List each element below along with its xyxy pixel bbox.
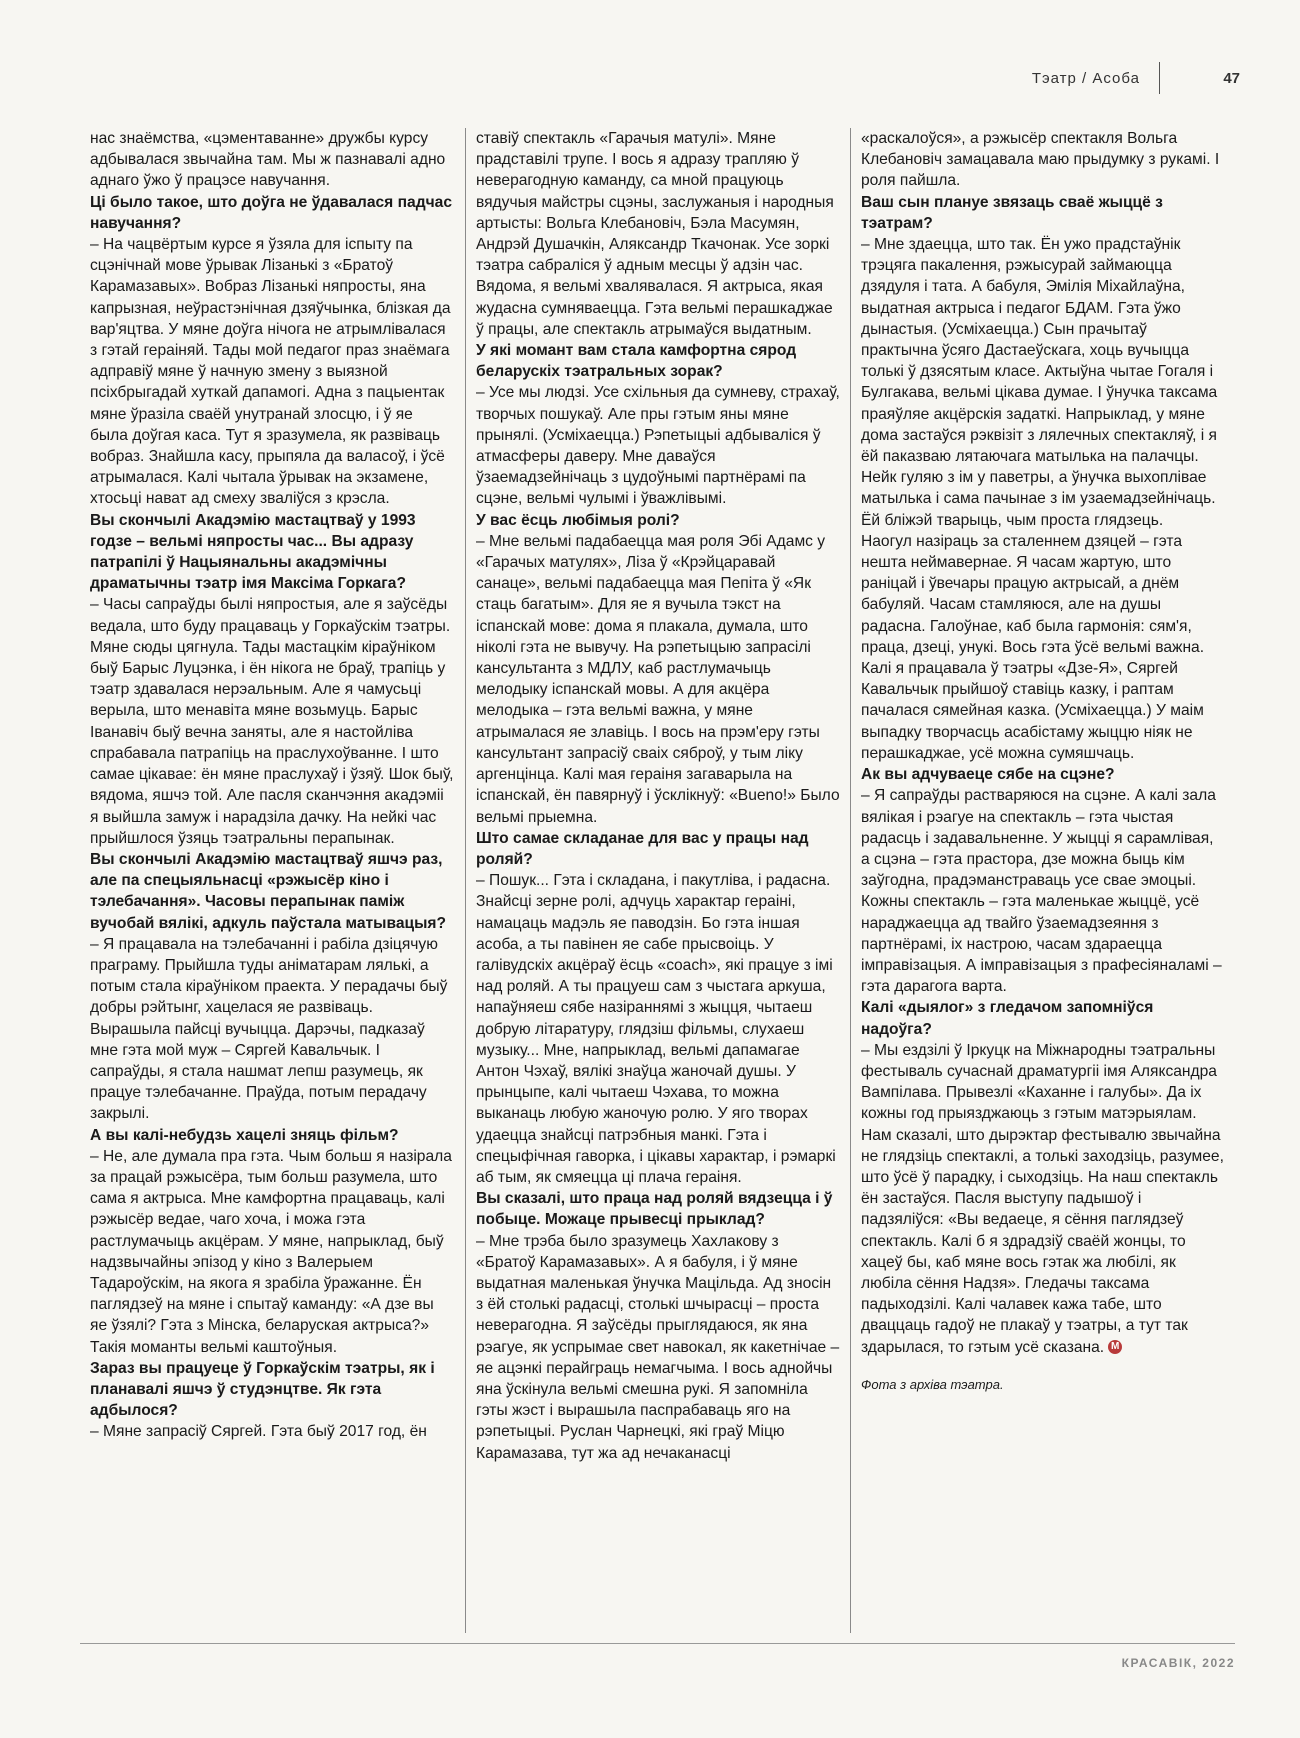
magazine-issue: КРАСАВІК, 2022 xyxy=(1121,1656,1235,1670)
interview-answer: нас знаёмства, «цэментаванне» дружбы курсу адбывалася звычайна там. Мы ж пазнавалі адно аднаго ўжо ў працэсе навучання. xyxy=(90,130,446,190)
page-header xyxy=(60,60,1240,100)
interview-question: Вы скончылі Акадэмію мастацтваў яшчэ раз, але па спецыяльнасці «рэжысёр кіно і тэлебачання». Часовы перапынак паміж вучобай вялікі, адкуль паўстала матывацыя? xyxy=(90,850,447,932)
interview-question: У які момант вам стала камфортна сярод беларускіх тэатральных зорак? xyxy=(476,342,797,381)
interview-question: Што самае складанае для вас у працы над роляй? xyxy=(476,829,809,868)
text-column-3 xyxy=(850,128,1235,1633)
text-column-2 xyxy=(465,128,850,1633)
text-column-1 xyxy=(80,128,465,1633)
interview-question: Ак вы адчуваеце сябе на сцэне? xyxy=(861,766,1115,784)
section-label: Тэатр / Асоба xyxy=(1031,70,1140,87)
interview-answer: ставіў спектакль «Гарачыя матулі». Мяне прадставілі трупе. І вось я адразу трапляю ў неверагодную каманду, са мной працуюць вядучыя майстры сцэны, заслужаныя і народныя артысты: Вольга Клебановіч, Бэла Масумян, Андрэй Душачкін, Аляксандр Ткачонак. Усе зоркі тэатра сабраліся ў адным месцы ў адзін час. Вядома, я вельмі хвалявалася. Я актрыса, якая жудасна сумняваецца. Гэта вельмі перашкаджае ў працы, але спектакль атрымаўся выдатным. xyxy=(476,130,834,338)
footer-rule xyxy=(80,1643,1235,1644)
interview-answer: – Мне трэба было зразумець Хахлакову з «Братоў Карамазавых». А я бабуля, і ў мяне выдатная маленькая ўнучка Мацільда. Ад зносін з ёй столькі радасці, столькі шчырасці – проста неверагодна. Я заўсёды прыглядаюся, як яна рэагуе, як успрымае свет навокал, як какетнічае – яе ацэнкі перайграць немагчыма. І вось аднойчы яна ўскінула вельмі смешна рукі. Я запомніла гэты жэст і вырашыла паспрабаваць яго на рэпетыцыі. Руслан Чарнецкі, які граў Міцю Карамазава, тут жа ад нечаканасці xyxy=(476,1232,840,1462)
photo-credit: Фота з архіва тэатра. xyxy=(861,1376,1004,1392)
interview-answer: – Я працавала на тэлебачанні і рабіла дзіцячую праграму. Прыйшла туды аніматарам лялькі, а потым стала кіраўніком праекта. У перадачы быў добры рэйтынг, хацелася яе развіваць. Вырашыла пайсці вучыцца. Дарэчы, падказаў мне гэта мой муж – Сяргей Кавальчык. І сапраўды, я стала нашмат лепш разумець, як працуе тэлебачанне. Праўда, потым перадачу закрылі. xyxy=(90,935,448,1123)
interview-answer: Наогул назіраць за сталеннем дзяцей – гэта нешта неймавернае. Я часам жартую, што раніцай і ўвечары працую актрысай, а днём бабуляй. Часам стамляюся, але на душы радасна. Галоўнае, каб была гармонія: сям'я, праца, дзеці, унукі. Вось гэта ўсё вельмі важна. Калі я працавала ў тэатры «Дзе-Я», Сяргей Кавальчык прыйшоў ставіць казку, і раптам пачалася сямейная казка. (Усміхаецца.) У маім выпадку творчасць асабістаму жыццю ніяк не перашкаджае, усё можна сумяшчаць. xyxy=(861,532,1205,762)
page-number: 47 xyxy=(1223,70,1240,87)
interview-question: Вы скончылі Акадэмію мастацтваў у 1993 годзе – вельмі няпросты час... Вы адразу патрапілі ў Нацыянальны акадэмічны драматычны тэатр імя Максіма Горкага? xyxy=(90,511,416,593)
interview-question: У вас ёсць любімыя ролі? xyxy=(476,511,680,529)
interview-answer: – Мяне запрасіў Сяргей. Гэта быў 2017 год, ён xyxy=(90,1423,427,1441)
interview-answer: – Мне здаецца, што так. Ён ужо прадстаўнік трэцяга пакалення, рэжысурай займаюцца дзядуля і тата. А бабуля, Эмілія Міхайлаўна, выдатная актрыса і педагог БДАМ. Гэта ўжо дынастыя. (Усміхаецца.) Сын прачытаў практычна ўсяго Дастаеўскага, хоць вучыцца толькі ў дзясятым класе. Актыўна чытае Гогаля і Булгакава, вельмі цікава думае. І ўнучка таксама праяўляе акцёрскія задаткі. Напрыклад, у мяне дома застаўся рэквізіт з лялечных спектакляў, і я ёй паказваю лятаючага матылька на палачцы. Нейк гуляю з ім у паветры, а ўнучка выхоплівае матылька і сама пачынае з ім узаемадзейнічаць. Ёй бліжэй тварыць, чым проста глядзець. xyxy=(861,236,1218,529)
interview-answer: – Мы ездзілі ў Іркуцк на Міжнародны тэатральны фестываль сучаснай драматургіі імя Аляксандра Вампілава. Прывезлі «Каханне і галубы». Да іх кожны год прыязджаюць з гэтым матэрыялам. Нам сказалі, што дырэктар фестывалю звычайна не глядзіць спектаклі, а толькі заходзіць, разумее, што ўсё ў парадку, і сыходзіць. На наш спектакль ён застаўся. Пасля выступу падышоў і падзяліўся: «Вы ведаеце, я сёння паглядзеў спектакль. Калі б я здрадзіў сваёй жонцы, то хацеў бы, каб мяне вось гэтак жа любілі, як любіла сёння Надзя». Гледачы таксама падыходзілі. Калі чалавек кажа табе, што дваццаць гадоў не плакаў у тэатры, а тут так здарылася, то гэтым усё сказана. М xyxy=(861,1041,1224,1356)
article-columns xyxy=(80,128,1235,1633)
interview-answer: «раскалоўся», а рэжысёр спектакля Вольга Клебановіч замацавала маю прыдумку з рукамі. І роля пайшла. xyxy=(861,130,1220,190)
interview-answer: – Усе мы людзі. Усе схільныя да сумневу, страхаў, творчых пошукаў. Але пры гэтым яны мяне прынялі. (Усміхаецца.) Рэпетыцыі адбываліся ў атмасферы даверу. Мне даваўся ўзаемадзейнічаць з цудоўнымі партнёрамі па сцэне, вельмі чулымі і ўважлівымі. xyxy=(476,384,840,508)
interview-question: Зараз вы працуеце ў Горкаўскім тэатры, як і планавалі яшчэ ў студэнцтве. Як гэта адбылося? xyxy=(90,1359,435,1420)
interview-question: А вы калі-небудзь хацелі зняць фільм? xyxy=(90,1126,399,1144)
interview-answer: – На чацвёртым курсе я ўзяла для іспыту па сцэнічнай мове ўрывак Лізанькі з «Братоў Карамазавых». Вобраз Лізанькі няпросты, яна капрызная, неўрастэнічная дзяўчынка, блізкая да вар'яцтва. У мяне доўга нічога не атрымлівалася з гэтай гераіняй. Тады мой педагог праз знаёмага адправіў мяне ў начную змену з выязной псіхбрыгадай хуткай дапамогі. Адна з пацыентак мяне ўразіла сваёй унутранай злосцю, і ў яе была доўгая каса. Тут я зразумела, як развіваць вобраз. Знайшла касу, прыпяла да валасоў, і ўсё атрымалася. Калі чытала ўрывак на экзамене, хтосьці нават ад смеху зваліўся з крэсла. xyxy=(90,236,451,508)
header-divider xyxy=(1159,62,1160,94)
interview-answer: – Пошук... Гэта і складана, і пакутліва, і радасна. Знайсці зерне ролі, адчуць характар гераіні, намацаць мадэль яе паводзін. Бо гэта іншая асоба, а ты павінен яе сабе прысвоіць. У галівудскіх акцёраў ёсць «coach», які працуе з імі над роляй. А ты працуеш сам з чыстага аркуша, напаўняеш сябе назіраннямі з жыцця, чытаеш добрую літаратуру, глядзіш фільмы, слухаеш музыку... Мне, напрыклад, вельмі дапамагае Антон Чэхаў, вялікі знаўца жаночай душы. У прынцыпе, калі чытаеш Чэхава, то можна выканаць любую жаночую ролю. У яго творах удаецца знайсці патрэбныя манкі. Гэта і спецыфічная гаворка, і цікавы характар, і рэмаркі аб тым, як смяецца ці плача гераіня. xyxy=(476,872,836,1186)
interview-question: Калі «дыялог» з гледачом запомніўся надоўга? xyxy=(861,999,1154,1038)
interview-answer: – Мне вельмі падабаецца мая роля Эбі Адамс у «Гарачых матулях», Ліза ў «Крэйцаравай санаце», вельмі падабаецца мая Пепіта ў «Як стаць багатым». Для яе я вучыла тэкст на іспанскай мове: дома я плакала, думала, што ніколі гэта не вывучу. На рэпетыцыю запрасілі кансультанта з МДЛУ, каб растлумачыць мелодыку іспанскай мовы. А для акцёра мелодыка – гэта вельмі важна, у мяне атрымалася яе злавіць. І вось на прэм'еру гэты кансультант запрасіў сваіх сяброў, у тым ліку аргенцінца. Калі мая гераіня загаварыла на іспанскай, ён павярнуў і ўсклікнуў: «Bueno!» Было вельмі прыемна. xyxy=(476,532,840,826)
interview-question: Вы сказалі, што праца над роляй вядзецца і ў побыце. Можаце прывесці прыклад? xyxy=(476,1190,833,1229)
interview-answer: – Не, але думала пра гэта. Чым больш я назірала за працай рэжысёра, тым больш разумела, што сама я актрыса. Мне камфортна працаваць, калі рэжысёр ведае, чаго хоча, і можа гэта растлумачыць акцёрам. У мяне, напрыклад, быў надзвычайны эпізод у кіно з Валерыем Тадароўскім, на якога я зрабіла ўражанне. Ён паглядзеў на мяне і спытаў каманду: «А дзе вы яе ўзялі? Гэта з Мінска, беларуская актрыса?» Такія моманты вельмі каштоўныя. xyxy=(90,1147,452,1356)
interview-question: Ваш сын плануе звязаць сваё жыццё з тэатрам? xyxy=(861,193,1163,232)
interview-answer: – Часы сапраўды былі няпростыя, але я заўсёды ведала, што буду працаваць у Горкаўскім тэатры. Мяне сюды цягнула. Тады мастацкім кіраўніком быў Барыс Луцэнка, і ён нікога не браў, трапіць у тэатр здавалася нерэальным. Але я чамусьці верыла, што менавіта мяне возьмуць. Барыс Іванавіч быў вечна заняты, але я настойліва спрабавала патрапіць на праслухоўванне. І што самае цікавае: ён мяне праслухаў і ўзяў. Шок быў, вядома, яшчэ той. Але пасля сканчэння акадэміі я выйшла замуж і нарадзіла дачку. На нейкі час прыйшлося ўзяць тэатральны перапынак. xyxy=(90,596,454,847)
interview-answer: – Я сапраўды растваряюся на сцэне. А калі зала вялікая і рэагуе на спектакль – гэта чыстая радасць і задавальненне. У жыцці я сарамлівая, а сцэна – гэта прастора, дзе можна быць кім заўгодна, прадэманстраваць усе свае эмоцыі. Кожны спектакль – гэта маленькае жыццё, усё нараджаецца ад твайго ўзаемадзеяння з партнёрамі, іх настрою, часам здараецца імправізацыя. А імправізацыя з прафесіяналамі – гэта дарагога варта. xyxy=(861,787,1222,996)
interview-question: Ці было такое, што доўга не ўдавалася падчас навучання? xyxy=(90,193,453,232)
end-of-article-icon: М xyxy=(1108,1340,1122,1354)
